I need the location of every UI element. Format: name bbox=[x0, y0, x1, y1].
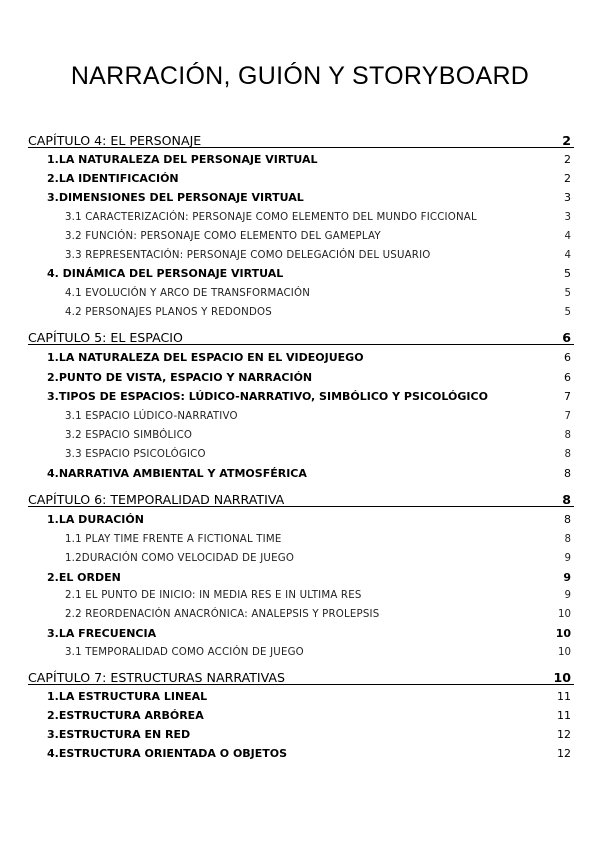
toc-sub-entry[interactable] bbox=[0, 404, 600, 422]
toc-entry-page: 10 bbox=[553, 670, 571, 685]
toc-sub-entry[interactable] bbox=[0, 583, 600, 601]
toc-sub-entry[interactable] bbox=[0, 527, 600, 545]
toc-entry-page: 10 bbox=[558, 609, 571, 620]
toc-entry-title: 2.ESTRUCTURA ARBÓREA bbox=[47, 709, 204, 722]
chapter-divider-line bbox=[28, 506, 574, 507]
toc-entry-page: 10 bbox=[558, 647, 571, 658]
toc-sub-entry[interactable] bbox=[0, 602, 600, 620]
toc-entry-title: 3.DIMENSIONES DEL PERSONAJE VIRTUAL bbox=[47, 191, 304, 204]
toc-entry-title: 3.LA FRECUENCIA bbox=[47, 627, 157, 640]
toc-chapter-entry[interactable] bbox=[0, 667, 600, 685]
toc-entry-page: 9 bbox=[564, 590, 571, 601]
toc-section-entry[interactable] bbox=[0, 346, 600, 364]
toc-entry-title: 3.3 REPRESENTACIÓN: PERSONAJE COMO DELEGACIÓN DEL USUARIO bbox=[65, 250, 431, 261]
toc-entry-page: 9 bbox=[564, 553, 571, 564]
toc-entry-page: 9 bbox=[563, 571, 571, 584]
toc-entry-page: 12 bbox=[557, 728, 571, 741]
chapter-divider-line bbox=[28, 344, 574, 345]
toc-section-entry[interactable] bbox=[0, 385, 600, 403]
toc-section-entry[interactable] bbox=[0, 685, 600, 703]
toc-section-entry[interactable] bbox=[0, 462, 600, 480]
toc-entry-title: 1.LA DURACIÓN bbox=[47, 513, 144, 526]
toc-entry-page: 2 bbox=[562, 133, 571, 148]
toc-entry-title: 1.LA NATURALEZA DEL ESPACIO EN EL VIDEOJUEGO bbox=[47, 351, 364, 364]
toc-sub-entry[interactable] bbox=[0, 224, 600, 242]
toc-entry-title: 2.PUNTO DE VISTA, ESPACIO Y NARRACIÓN bbox=[47, 371, 313, 384]
toc-section-entry[interactable] bbox=[0, 186, 600, 204]
toc-entry-page: 12 bbox=[557, 747, 571, 760]
toc-sub-entry[interactable] bbox=[0, 546, 600, 564]
toc-entry-title: 3.2 FUNCIÓN: PERSONAJE COMO ELEMENTO DEL GAMEPLAY bbox=[65, 231, 381, 242]
toc-entry-title: CAPÍTULO 4: EL PERSONAJE bbox=[28, 133, 202, 148]
toc-entry-title: 2.1 EL PUNTO DE INICIO: IN MEDIA RES E IN ULTIMA RES bbox=[65, 590, 362, 601]
toc-section-entry[interactable] bbox=[0, 508, 600, 526]
toc-entry-page: 5 bbox=[564, 267, 571, 280]
toc-section-entry[interactable] bbox=[0, 148, 600, 166]
toc-sub-entry[interactable] bbox=[0, 442, 600, 460]
toc-entry-page: 4 bbox=[564, 250, 571, 261]
toc-entry-title: 4. DINÁMICA DEL PERSONAJE VIRTUAL bbox=[47, 267, 284, 280]
toc-sub-entry[interactable] bbox=[0, 300, 600, 318]
toc-entry-title: 4.2 PERSONAJES PLANOS Y REDONDOS bbox=[65, 307, 272, 318]
toc-section-entry[interactable] bbox=[0, 366, 600, 384]
toc-section-entry[interactable] bbox=[0, 723, 600, 741]
toc-entry-page: 8 bbox=[564, 467, 571, 480]
toc-section-entry[interactable] bbox=[0, 742, 600, 760]
toc-chapter-entry[interactable] bbox=[0, 327, 600, 345]
toc-entry-title: 1.LA ESTRUCTURA LINEAL bbox=[47, 690, 208, 703]
document-title: NARRACIÓN, GUIÓN Y STORYBOARD bbox=[70, 62, 530, 90]
toc-entry-title: 4.NARRATIVA AMBIENTAL Y ATMOSFÉRICA bbox=[47, 467, 307, 480]
toc-entry-title: 4.ESTRUCTURA ORIENTADA O OBJETOS bbox=[47, 747, 288, 760]
toc-section-entry[interactable] bbox=[0, 262, 600, 280]
toc-entry-title: CAPÍTULO 5: EL ESPACIO bbox=[28, 330, 183, 345]
toc-sub-entry[interactable] bbox=[0, 423, 600, 441]
toc-entry-title: 1.1 PLAY TIME FRENTE A FICTIONAL TIME bbox=[65, 534, 282, 545]
toc-entry-title: 3.ESTRUCTURA EN RED bbox=[47, 728, 191, 741]
toc-entry-page: 6 bbox=[562, 330, 571, 345]
toc-entry-title: 3.1 TEMPORALIDAD COMO ACCIÓN DE JUEGO bbox=[65, 647, 304, 658]
toc-entry-title: 1.LA NATURALEZA DEL PERSONAJE VIRTUAL bbox=[47, 153, 318, 166]
toc-entry-page: 8 bbox=[564, 449, 571, 460]
toc-entry-page: 8 bbox=[564, 534, 571, 545]
toc-entry-title: CAPÍTULO 6: TEMPORALIDAD NARRATIVA bbox=[28, 492, 285, 507]
toc-entry-page: 7 bbox=[564, 411, 571, 422]
toc-entry-page: 5 bbox=[564, 288, 571, 299]
toc-entry-title: 3.1 ESPACIO LÚDICO-NARRATIVO bbox=[65, 411, 238, 422]
toc-section-entry[interactable] bbox=[0, 566, 600, 584]
toc-entry-page: 4 bbox=[564, 231, 571, 242]
toc-entry-title: 3.1 CARACTERIZACIÓN: PERSONAJE COMO ELEMENTO DEL MUNDO FICCIONAL bbox=[65, 212, 477, 223]
toc-entry-page: 2 bbox=[564, 153, 571, 166]
toc-chapter-entry[interactable] bbox=[0, 489, 600, 507]
toc-entry-title: 1.2DURACIÓN COMO VELOCIDAD DE JUEGO bbox=[65, 553, 295, 564]
toc-entry-title: CAPÍTULO 7: ESTRUCTURAS NARRATIVAS bbox=[28, 670, 286, 685]
toc-sub-entry[interactable] bbox=[0, 205, 600, 223]
toc-entry-title: 3.3 ESPACIO PSICOLÓGICO bbox=[65, 449, 206, 460]
toc-entry-page: 8 bbox=[562, 492, 571, 507]
toc-entry-title: 2.EL ORDEN bbox=[47, 571, 121, 584]
toc-section-entry[interactable] bbox=[0, 622, 600, 640]
toc-entry-title: 2.LA IDENTIFICACIÓN bbox=[47, 172, 179, 185]
toc-sub-entry[interactable] bbox=[0, 243, 600, 261]
toc-section-entry[interactable] bbox=[0, 704, 600, 722]
toc-entry-page: 6 bbox=[564, 351, 571, 364]
toc-entry-page: 10 bbox=[555, 627, 571, 640]
toc-entry-title: 2.2 REORDENACIÓN ANACRÓNICA: ANALEPSIS Y PROLEPSIS bbox=[65, 609, 380, 620]
toc-entry-page: 3 bbox=[564, 212, 571, 223]
toc-entry-page: 11 bbox=[557, 709, 571, 722]
toc-entry-page: 8 bbox=[564, 513, 571, 526]
toc-entry-title: 4.1 EVOLUCIÓN Y ARCO DE TRANSFORMACIÓN bbox=[65, 288, 311, 299]
toc-section-entry[interactable] bbox=[0, 167, 600, 185]
toc-entry-page: 3 bbox=[564, 191, 571, 204]
toc-entry-page: 6 bbox=[564, 371, 571, 384]
toc-entry-title: 3.TIPOS DE ESPACIOS: LÚDICO-NARRATIVO, SIMBÓLICO Y PSICOLÓGICO bbox=[47, 390, 488, 403]
toc-entry-title: 3.2 ESPACIO SIMBÓLICO bbox=[65, 430, 193, 441]
toc-sub-entry[interactable] bbox=[0, 640, 600, 658]
toc-sub-entry[interactable] bbox=[0, 281, 600, 299]
toc-chapter-entry[interactable] bbox=[0, 130, 600, 148]
toc-entry-page: 7 bbox=[564, 390, 571, 403]
toc-entry-page: 5 bbox=[564, 307, 571, 318]
toc-entry-page: 8 bbox=[564, 430, 571, 441]
toc-entry-page: 11 bbox=[557, 690, 571, 703]
toc-entry-page: 2 bbox=[564, 172, 571, 185]
